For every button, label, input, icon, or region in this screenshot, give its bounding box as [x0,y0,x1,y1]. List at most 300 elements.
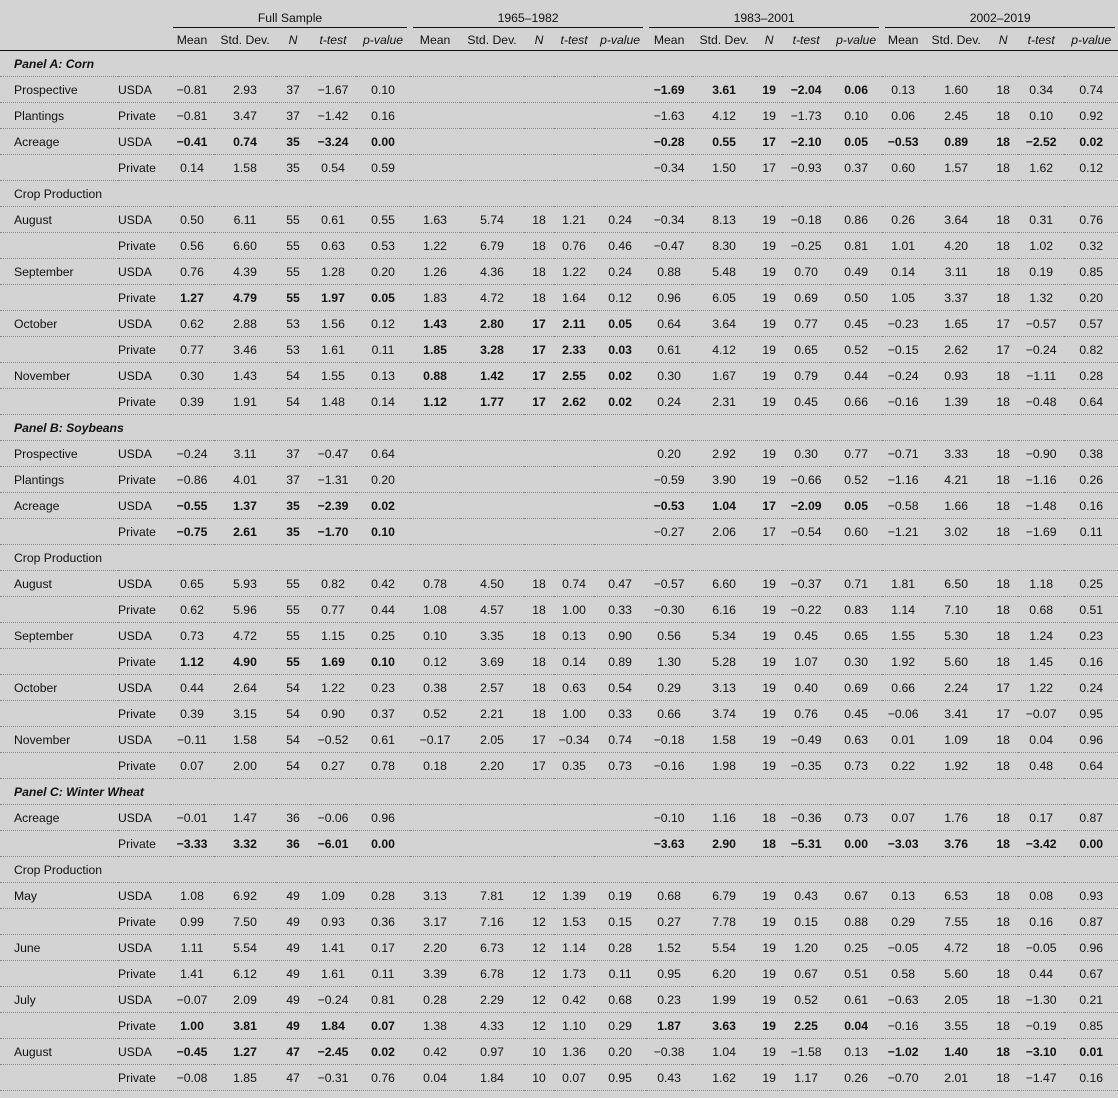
table-cell: 1.15 [310,623,356,649]
column-header: p-value [594,30,646,51]
table-cell: 0.16 [356,103,410,129]
section-header-row [0,545,1118,571]
table-cell: 0.54 [594,675,646,701]
table-cell: 3.63 [692,1013,756,1039]
row-label [0,909,118,935]
table-cell [594,103,646,129]
table-cell: 19 [756,571,782,597]
table-cell: 0.99 [170,909,214,935]
table-cell: 4.79 [214,285,276,311]
table-cell: −0.48 [1018,389,1064,415]
table-cell: 0.53 [356,233,410,259]
table-cell: −1.70 [310,519,356,545]
table-cell: 19 [756,649,782,675]
table-cell: 1.92 [882,649,924,675]
table-cell: 0.65 [170,571,214,597]
source-label: USDA [118,363,170,389]
table-cell: 3.33 [924,441,988,467]
source-label: Private [118,909,170,935]
table-cell: 18 [988,129,1018,155]
table-cell: 0.88 [410,363,460,389]
table-cell: −3.03 [882,831,924,857]
table-cell: 0.10 [830,103,882,129]
table-cell: −0.63 [882,987,924,1013]
table-cell: 0.06 [830,77,882,103]
table-cell: 0.29 [882,909,924,935]
table-cell: 1.09 [924,727,988,753]
table-cell: 0.48 [1018,753,1064,779]
table-cell: −0.30 [646,597,692,623]
source-label: Private [118,961,170,987]
table-cell: 18 [988,1065,1018,1091]
table-cell: 0.13 [830,1039,882,1065]
table-cell: −0.54 [782,519,830,545]
table-cell: −0.25 [782,233,830,259]
table-cell: −0.47 [310,441,356,467]
table-cell: 0.44 [1018,961,1064,987]
table-cell: 1.81 [882,571,924,597]
table-cell: 0.96 [1064,727,1118,753]
table-cell: 0.13 [882,883,924,909]
table-cell: −1.63 [646,103,692,129]
table-cell: 37 [276,441,310,467]
section-title: Crop Production [0,181,1118,207]
table-cell: 1.61 [310,337,356,363]
table-cell: 1.87 [646,1013,692,1039]
table-cell: 0.73 [830,753,882,779]
table-cell: 0.08 [1018,883,1064,909]
table-cell: 0.51 [830,961,882,987]
table-cell: −2.10 [782,129,830,155]
table-cell: 12 [524,909,554,935]
table-cell: 2.64 [214,675,276,701]
table-cell: 18 [524,233,554,259]
table-cell: 1.58 [214,155,276,181]
source-label: Private [118,701,170,727]
source-label: USDA [118,571,170,597]
row-label [0,701,118,727]
table-cell: 5.74 [460,207,524,233]
table-cell: 49 [276,883,310,909]
table-cell: 10 [524,1065,554,1091]
table-cell: 0.42 [554,987,594,1013]
column-header: t-test [1018,30,1064,51]
table-cell: 37 [276,103,310,129]
table-cell: 0.88 [646,259,692,285]
table-cell: 18 [988,77,1018,103]
table-row [0,571,1118,597]
table-cell: 1.77 [460,389,524,415]
table-cell: 49 [276,961,310,987]
table-cell: 1.26 [410,259,460,285]
table-cell: 1.57 [924,155,988,181]
table-cell: 2.00 [214,753,276,779]
source-label: USDA [118,883,170,909]
table-cell: 0.15 [594,909,646,935]
row-label: Acreage [0,805,118,831]
column-header: N [524,30,554,51]
source-label: USDA [118,259,170,285]
table-cell: 0.20 [1064,285,1118,311]
table-cell: −0.93 [782,155,830,181]
table-row [0,1065,1118,1091]
table-cell: 36 [276,831,310,857]
table-cell: 0.73 [830,805,882,831]
table-cell: −2.52 [1018,129,1064,155]
table-cell: 18 [988,103,1018,129]
table-cell: 18 [524,675,554,701]
table-row [0,935,1118,961]
table-cell: 6.11 [214,207,276,233]
row-label [0,961,118,987]
table-cell: 0.07 [882,805,924,831]
table-cell: 19 [756,961,782,987]
panel-header-row [0,51,1118,77]
table-body [0,51,1118,1091]
source-label: USDA [118,77,170,103]
table-row [0,441,1118,467]
table-cell: 1.17 [782,1065,830,1091]
table-cell: 1.53 [554,909,594,935]
table-cell: 3.35 [460,623,524,649]
source-label: USDA [118,493,170,519]
table-cell: 0.24 [594,207,646,233]
table-cell: 10 [524,1039,554,1065]
table-cell: 6.05 [692,285,756,311]
source-label: USDA [118,311,170,337]
table-cell: 6.53 [924,883,988,909]
table-cell: 17 [524,311,554,337]
table-cell: 19 [756,1013,782,1039]
row-label [0,519,118,545]
group-header: Full Sample [170,0,410,30]
table-cell: 1.32 [1018,285,1064,311]
table-cell: 0.64 [356,441,410,467]
source-label: Private [118,649,170,675]
table-cell: 1.69 [310,649,356,675]
table-cell: 2.62 [554,389,594,415]
table-cell: 19 [756,597,782,623]
table-row [0,311,1118,337]
table-cell: 2.90 [692,831,756,857]
table-cell: −0.58 [882,493,924,519]
table-cell: 0.25 [1064,571,1118,597]
table-cell: 17 [988,675,1018,701]
table-cell: 18 [988,935,1018,961]
table-cell: −1.16 [1018,467,1064,493]
table-cell: 0.13 [882,77,924,103]
table-cell: 0.34 [1018,77,1064,103]
table-cell: 0.56 [646,623,692,649]
table-cell: −0.71 [882,441,924,467]
table-cell: 0.83 [830,597,882,623]
table-cell: 0.45 [782,389,830,415]
row-label: Plantings [0,467,118,493]
table-cell: 17 [524,337,554,363]
table-cell: 1.42 [460,363,524,389]
source-label: Private [118,597,170,623]
table-cell: −0.05 [1018,935,1064,961]
table-cell: 19 [756,77,782,103]
section-header-row [0,181,1118,207]
table-cell: −0.11 [170,727,214,753]
table-cell: 0.38 [1064,441,1118,467]
table-cell: 1.64 [554,285,594,311]
table-cell: 5.28 [692,649,756,675]
row-label: November [0,727,118,753]
table-cell: 0.63 [830,727,882,753]
table-cell: 1.08 [410,597,460,623]
table-cell: 47 [276,1065,310,1091]
table-cell: 0.66 [830,389,882,415]
column-header: N [756,30,782,51]
table-cell: 0.69 [830,675,882,701]
table-cell [410,77,460,103]
table-cell: 0.07 [170,753,214,779]
table-cell: 3.64 [924,207,988,233]
table-cell [554,155,594,181]
table-cell: 0.55 [692,129,756,155]
table-cell: 17 [756,155,782,181]
table-cell [460,441,524,467]
table-cell: 6.60 [692,571,756,597]
source-label: USDA [118,675,170,701]
table-cell: 0.85 [1064,1013,1118,1039]
table-cell: 0.05 [356,285,410,311]
table-cell: 17 [524,727,554,753]
table-cell: 0.20 [594,1039,646,1065]
table-cell [524,155,554,181]
table-cell: 1.27 [214,1039,276,1065]
table-row [0,129,1118,155]
table-cell: 17 [988,701,1018,727]
table-cell: 1.07 [782,649,830,675]
table-cell: 0.16 [1064,1065,1118,1091]
table-cell: 0.52 [830,337,882,363]
table-cell: −0.66 [782,467,830,493]
table-cell: 3.11 [214,441,276,467]
column-header: t-test [554,30,594,51]
panel-header-row [0,415,1118,441]
row-label [0,285,118,311]
table-cell: 3.69 [460,649,524,675]
table-cell: 1.14 [554,935,594,961]
panel-title: Panel A: Corn [0,51,1118,77]
table-cell: 0.03 [594,337,646,363]
table-cell: 0.73 [594,753,646,779]
table-cell: 0.62 [170,311,214,337]
table-cell: 1.21 [554,207,594,233]
table-cell: 0.64 [646,311,692,337]
source-label: Private [118,831,170,857]
table-cell: 3.13 [410,883,460,909]
table-cell: 3.02 [924,519,988,545]
table-cell: 0.20 [356,467,410,493]
table-cell: −0.59 [646,467,692,493]
table-cell: 1.00 [554,597,594,623]
table-cell: 18 [988,389,1018,415]
table-cell: 6.73 [460,935,524,961]
table-cell: 4.12 [692,337,756,363]
table-cell: −0.35 [782,753,830,779]
table-cell: 0.87 [1064,805,1118,831]
table-cell: −0.27 [646,519,692,545]
column-header: p-value [1064,30,1118,51]
table-cell: 0.78 [356,753,410,779]
table-cell: 0.77 [310,597,356,623]
table-cell: 1.73 [554,961,594,987]
table-cell: −0.81 [170,103,214,129]
table-cell: 7.50 [214,909,276,935]
table-cell: 0.30 [782,441,830,467]
row-label [0,649,118,675]
table-cell: 19 [756,701,782,727]
table-cell: 19 [756,753,782,779]
table-cell: 1.00 [554,701,594,727]
table-cell: 0.68 [594,987,646,1013]
table-cell: 18 [988,987,1018,1013]
table-cell: 3.64 [692,311,756,337]
table-cell: 0.59 [356,155,410,181]
group-header: 1983–2001 [646,0,882,30]
source-label: USDA [118,805,170,831]
table-cell [410,155,460,181]
table-cell: 1.04 [692,493,756,519]
table-cell: 0.05 [830,493,882,519]
table-cell: 0.44 [170,675,214,701]
table-cell: 0.33 [594,701,646,727]
table-cell: 54 [276,675,310,701]
table-cell: 8.13 [692,207,756,233]
table-cell: 0.82 [310,571,356,597]
table-row [0,285,1118,311]
table-cell: −1.73 [782,103,830,129]
table-cell [460,103,524,129]
table-cell: 0.74 [1064,77,1118,103]
table-cell: 0.28 [594,935,646,961]
table-cell: 18 [524,571,554,597]
table-cell: −0.57 [1018,311,1064,337]
table-cell: −1.21 [882,519,924,545]
table-cell: 0.95 [594,1065,646,1091]
table-cell: 4.57 [460,597,524,623]
table-cell: 0.30 [646,363,692,389]
table-cell: 0.65 [830,623,882,649]
source-label: Private [118,389,170,415]
table-cell: 1.84 [460,1065,524,1091]
column-header: t-test [310,30,356,51]
table-cell: 0.50 [830,285,882,311]
table-row [0,363,1118,389]
table-cell: 18 [988,519,1018,545]
table-cell: 1.91 [214,389,276,415]
table-cell: −0.23 [882,311,924,337]
table-cell [524,441,554,467]
table-cell: 17 [988,337,1018,363]
table-cell: 1.12 [410,389,460,415]
table-cell: 0.61 [310,207,356,233]
source-label: Private [118,337,170,363]
source-label: Private [118,1065,170,1091]
table-cell: 4.33 [460,1013,524,1039]
table-cell: 0.67 [1064,961,1118,987]
table-cell: 4.21 [924,467,988,493]
table-cell: −1.11 [1018,363,1064,389]
table-cell: 0.31 [1018,207,1064,233]
table-cell: 2.24 [924,675,988,701]
table-cell: 19 [756,337,782,363]
row-label: June [0,935,118,961]
table-cell: 18 [988,831,1018,857]
table-row [0,155,1118,181]
table-cell: 0.22 [882,753,924,779]
table-cell: 0.12 [410,649,460,675]
table-cell: 19 [756,441,782,467]
source-label: USDA [118,129,170,155]
table-cell: 0.19 [1018,259,1064,285]
table-cell [460,155,524,181]
table-cell: 0.27 [310,753,356,779]
table-cell: 0.00 [830,831,882,857]
row-label: August [0,1039,118,1065]
section-title: Crop Production [0,545,1118,571]
table-cell: 0.01 [882,727,924,753]
table-cell: 0.12 [356,311,410,337]
table-cell [594,77,646,103]
table-cell: 0.10 [410,623,460,649]
table-cell: 18 [524,285,554,311]
table-cell: 0.89 [924,129,988,155]
column-header: N [276,30,310,51]
table-cell: 1.83 [410,285,460,311]
table-cell: 0.93 [310,909,356,935]
table-cell: −0.15 [882,337,924,363]
row-label: Prospective [0,77,118,103]
table-cell: −0.57 [646,571,692,597]
source-label: Private [118,233,170,259]
table-cell: 7.10 [924,597,988,623]
table-row [0,675,1118,701]
table-cell: 3.90 [692,467,756,493]
table-cell: 18 [988,753,1018,779]
table-cell: 18 [988,597,1018,623]
table-cell: 4.12 [692,103,756,129]
table-cell: 18 [988,623,1018,649]
table-cell [554,77,594,103]
table-cell: 0.13 [356,363,410,389]
table-cell: 0.76 [782,701,830,727]
table-cell: −1.42 [310,103,356,129]
source-label: Private [118,103,170,129]
table-cell: 1.55 [882,623,924,649]
table-cell: −5.31 [782,831,830,857]
table-cell [554,493,594,519]
table-cell [594,831,646,857]
table-cell: 0.69 [782,285,830,311]
table-cell: 0.68 [1018,597,1064,623]
table-cell: 0.11 [356,961,410,987]
row-label [0,389,118,415]
table-cell: −1.16 [882,467,924,493]
table-cell: 5.54 [214,935,276,961]
table-cell: 0.16 [1064,493,1118,519]
table-cell: 2.09 [214,987,276,1013]
table-cell: 1.28 [310,259,356,285]
table-cell: 0.05 [830,129,882,155]
group-header: 1965–1982 [410,0,646,30]
row-label [0,597,118,623]
table-cell: 0.28 [356,883,410,909]
